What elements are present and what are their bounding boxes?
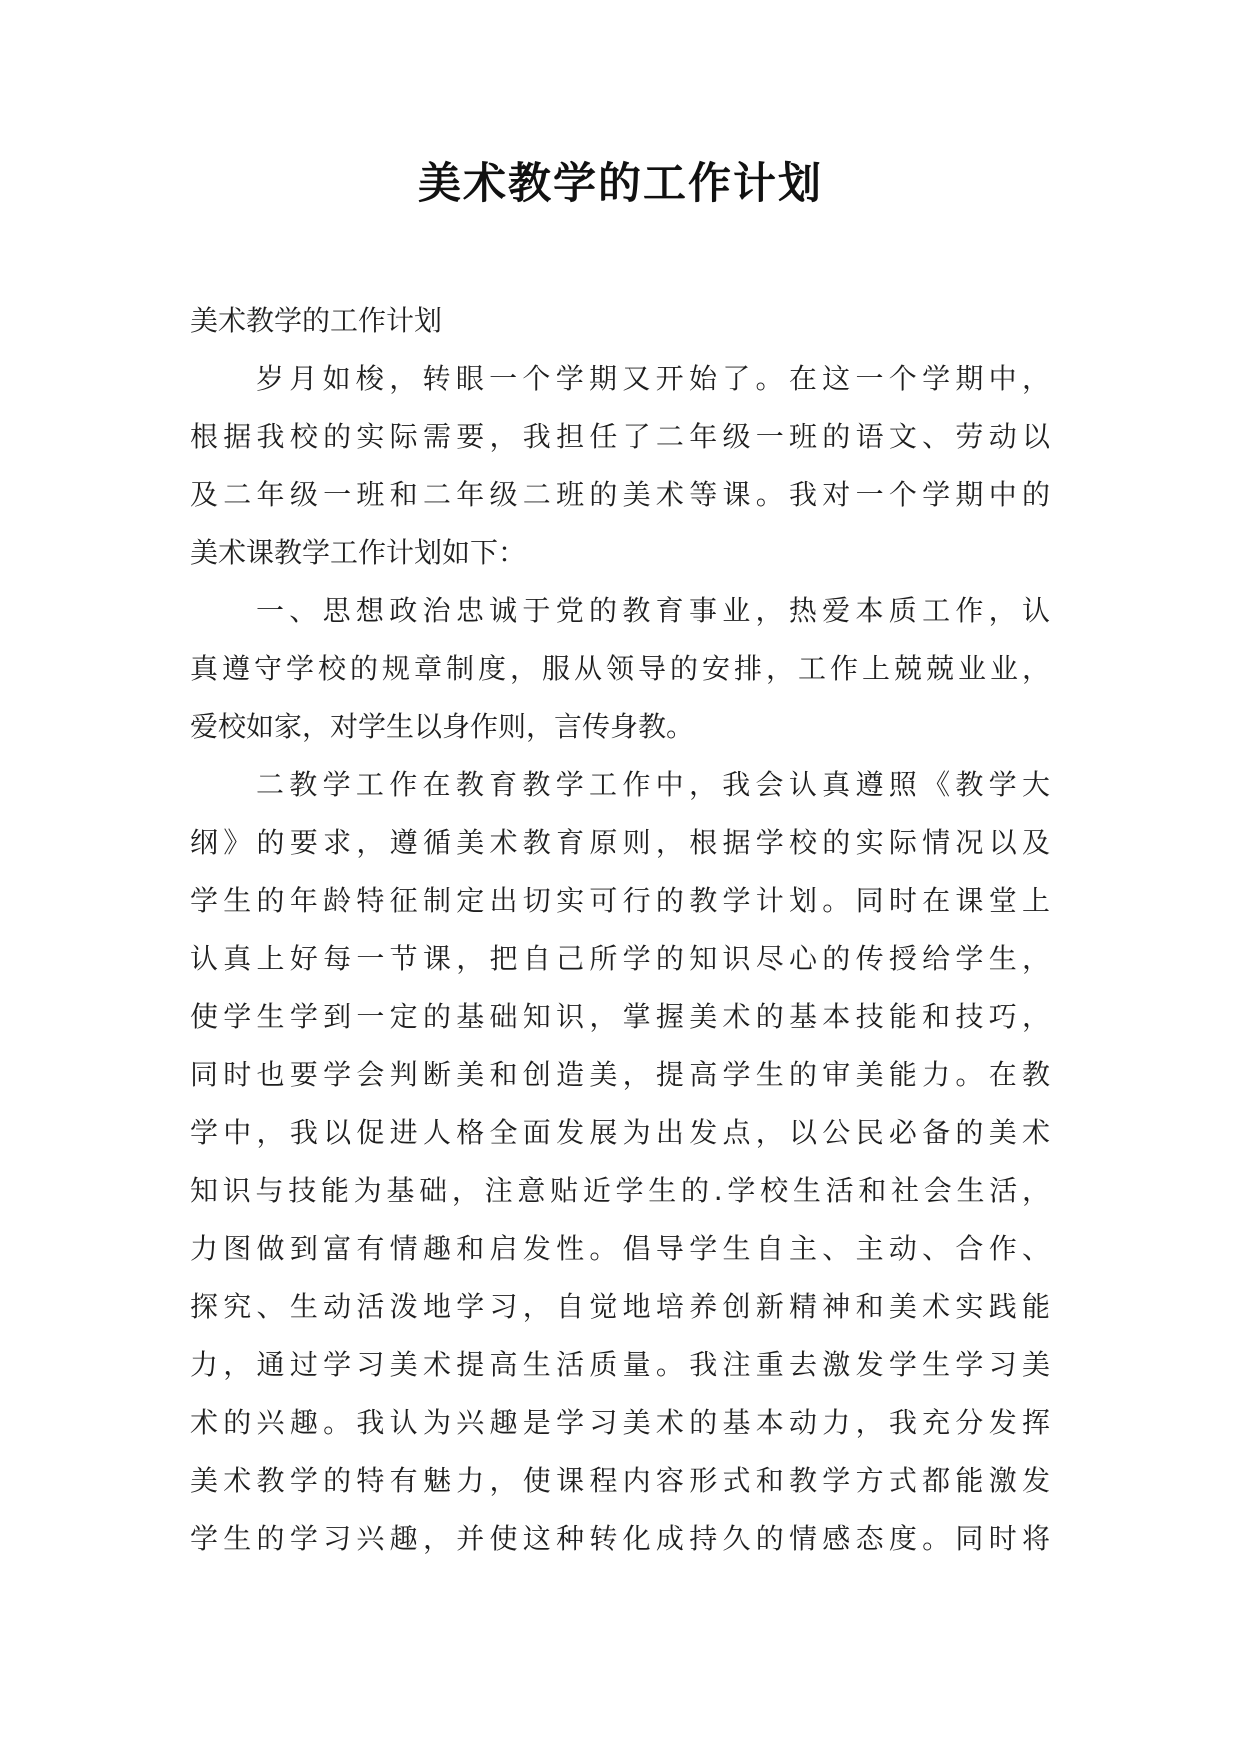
text-line: 二教学工作在教育教学工作中，我会认真遵照《教学大 (256, 768, 1050, 801)
text-line: 力图做到富有情趣和启发性。倡导学生自主、主动、合作、 (190, 1232, 1050, 1265)
text-line: 探究、生动活泼地学习，自觉地培养创新精神和美术实践能 (190, 1290, 1050, 1323)
text-line: 一、思想政治忠诚于党的教育事业，热爱本质工作，认 (256, 594, 1050, 627)
text-line: 美术教学的特有魅力，使课程内容形式和教学方式都能激发 (190, 1464, 1050, 1497)
text-line: 使学生学到一定的基础知识，掌握美术的基本技能和技巧， (190, 1000, 1050, 1033)
text-line: 力，通过学习美术提高生活质量。我注重去激发学生学习美 (190, 1348, 1050, 1381)
text-line: 根据我校的实际需要，我担任了二年级一班的语文、劳动以 (190, 420, 1050, 453)
text-line: 术的兴趣。我认为兴趣是学习美术的基本动力，我充分发挥 (190, 1406, 1050, 1439)
document-subtitle: 美术教学的工作计划 (190, 304, 443, 337)
text-line: 美术课教学工作计划如下： (190, 536, 527, 569)
text-line: 学生的年龄特征制定出切实可行的教学计划。同时在课堂上 (190, 884, 1050, 917)
text-line: 纲》的要求，遵循美术教育原则，根据学校的实际情况以及 (190, 826, 1050, 859)
text-line: 学生的学习兴趣，并使这种转化成持久的情感态度。同时将 (190, 1522, 1050, 1555)
text-line: 学中，我以促进人格全面发展为出发点，以公民必备的美术 (190, 1116, 1050, 1149)
document-body (190, 292, 1050, 1568)
text-line: 知识与技能为基础，注意贴近学生的.学校生活和社会生活， (190, 1174, 1050, 1207)
document-title: 美术教学的工作计划 (418, 159, 823, 209)
text-line: 同时也要学会判断美和创造美，提高学生的审美能力。在教 (190, 1058, 1050, 1091)
text-line: 岁月如梭，转眼一个学期又开始了。在这一个学期中， (256, 362, 1050, 395)
text-line: 爱校如家，对学生以身作则，言传身教。 (190, 710, 695, 743)
text-line: 及二年级一班和二年级二班的美术等课。我对一个学期中的 (190, 478, 1050, 511)
text-line: 真遵守学校的规章制度，服从领导的安排，工作上兢兢业业， (190, 652, 1050, 685)
text-line: 认真上好每一节课，把自己所学的知识尽心的传授给学生， (190, 942, 1050, 975)
